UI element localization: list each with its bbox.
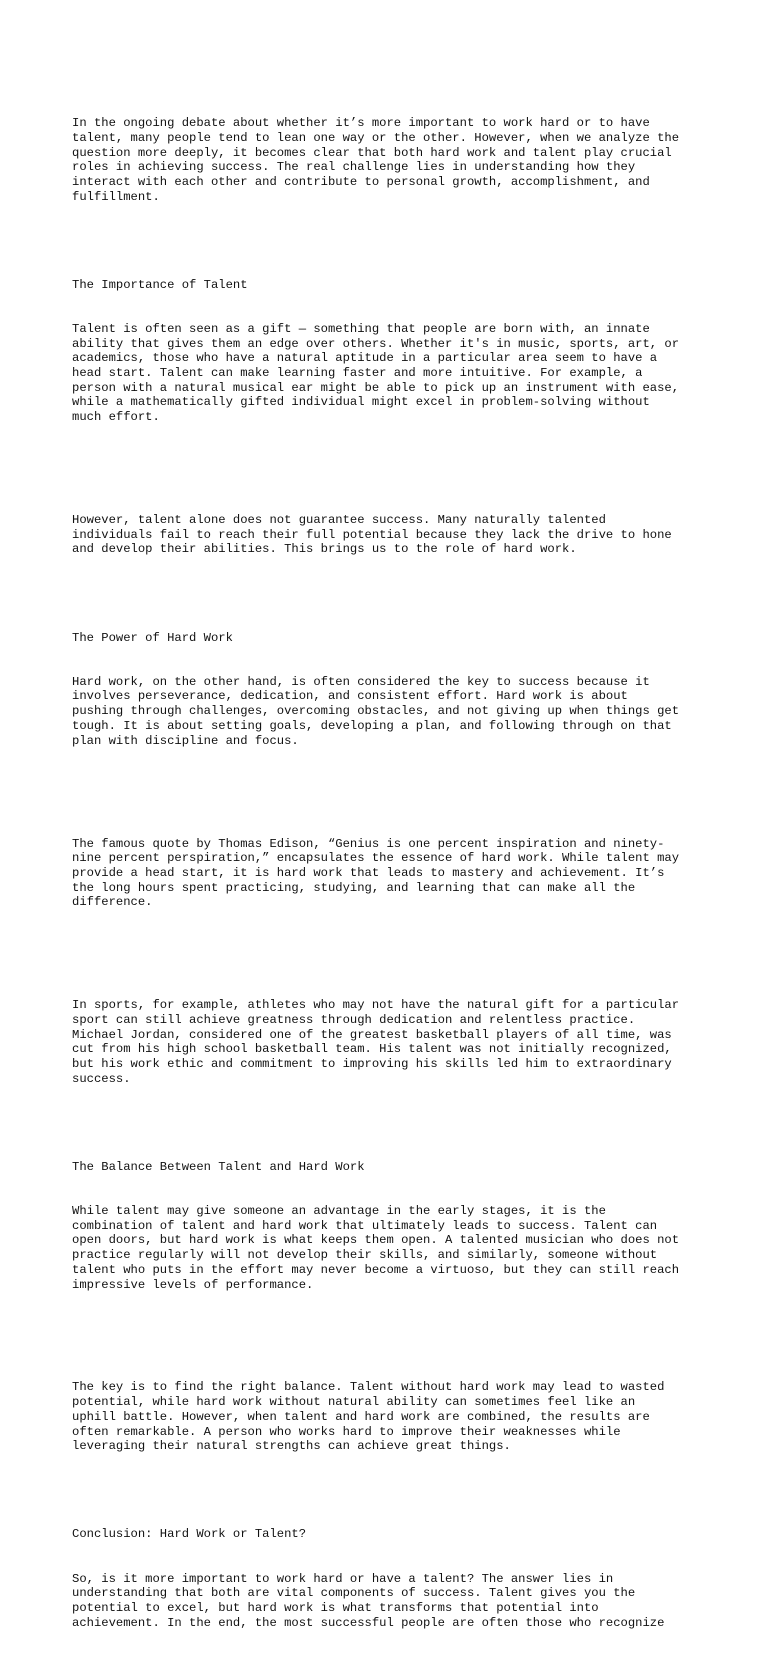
section-importance-of-talent [72, 248, 712, 454]
paragraph-intro [72, 72, 712, 234]
section-power-of-hard-work [72, 601, 712, 777]
paragraph-text: While talent may give someone an advantage in the early stages, it is the combination of talent and hard work that ultimately leads to success. Talent can open doors, but hard work is what keeps them open. A talented musician who does not practice regularly will not develop their skills, and similarly, someone without talent who puts in the effort may never become a virtuoso, but they can still reach impressive levels of performance. [72, 1204, 680, 1292]
document-page [72, 72, 712, 1675]
section-heading: The Balance Between Talent and Hard Work [72, 1159, 365, 1174]
paragraph-text: So, is it more important to work hard or have a talent? The answer lies in understanding that both are vital components of success. Talent gives you the potential to excel, but hard work is what transforms that potential into achievement. In the end, the most successful people are often those who recognize [72, 1571, 665, 1630]
section-heading: The Power of Hard Work [72, 630, 233, 645]
paragraph-text: Hard work, on the other hand, is often considered the key to success because it involves perseverance, dedication, and consistent effort. Hard work is about pushing through challenges, overcoming obstacles, and not giving up when things get tough. It is about setting goals, developing a plan, and following through on that plan with discipline and focus. [72, 674, 680, 748]
section-balance [72, 1131, 712, 1322]
paragraph-text: In the ongoing debate about whether it’s more important to work hard or to have talent, many people tend to lean one way or the other. However, when we analyze the question more deeply, it becomes clear that both hard work and talent play crucial roles in achieving success. The real challenge lies in understanding how they interact with each other and contribute to personal growth, accomplishment, and fulfillment. [72, 116, 680, 204]
section-conclusion [72, 1498, 712, 1660]
paragraph-text: In sports, for example, athletes who may not have the natural gift for a particular sport can still achieve greatness through dedication and relentless practice. Michael Jordan, considered one of the greatest basketball players of all time, was cut from his high school basketball team. His talent was not initially recognized, but his work ethic and commitment to improving his skills led him to extraordinary success. [72, 998, 680, 1086]
paragraph-text: Talent is often seen as a gift — something that people are born with, an innate ability that gives them an edge over others. Whether it's in music, sports, art, or academics, those who have a natural aptitude in a particular area seem to have a head start. Talent can make learning faster and more intuitive. For example, a person with a natural musical ear might be able to pick up an instrument with ease, while a mathematically gifted individual might excel in problem-solving without much effort. [72, 321, 680, 425]
section-heading: Conclusion: Hard Work or Talent? [72, 1527, 307, 1542]
section-heading: The Importance of Talent [72, 277, 248, 292]
paragraph-edison-quote [72, 792, 712, 939]
paragraph-right-balance [72, 1336, 712, 1483]
paragraph-text: However, talent alone does not guarantee success. Many naturally talented individuals fail to reach their full potential because they lack the drive to hone and develop their abilities. This brings us to the role of hard work. [72, 513, 672, 557]
paragraph-text: The famous quote by Thomas Edison, “Genius is one percent inspiration and ninety- nine percent perspiration,” encapsulates the essence of hard work. While talent may provide a head start, it is hard work that leads to mastery and achievement. It’s the long hours spent practicing, studying, and learning that can make all the difference. [72, 836, 680, 910]
paragraph-sports-example [72, 954, 712, 1116]
paragraph-talent-alone [72, 469, 712, 587]
paragraph-text: The key is to find the right balance. Talent without hard work may lead to wasted potential, while hard work without natural ability can sometimes feel like an uphill battle. However, when talent and hard work are combined, the results are often remarkable. A person who works hard to improve their weaknesses while leveraging their natural strengths can achieve great things. [72, 1380, 665, 1454]
